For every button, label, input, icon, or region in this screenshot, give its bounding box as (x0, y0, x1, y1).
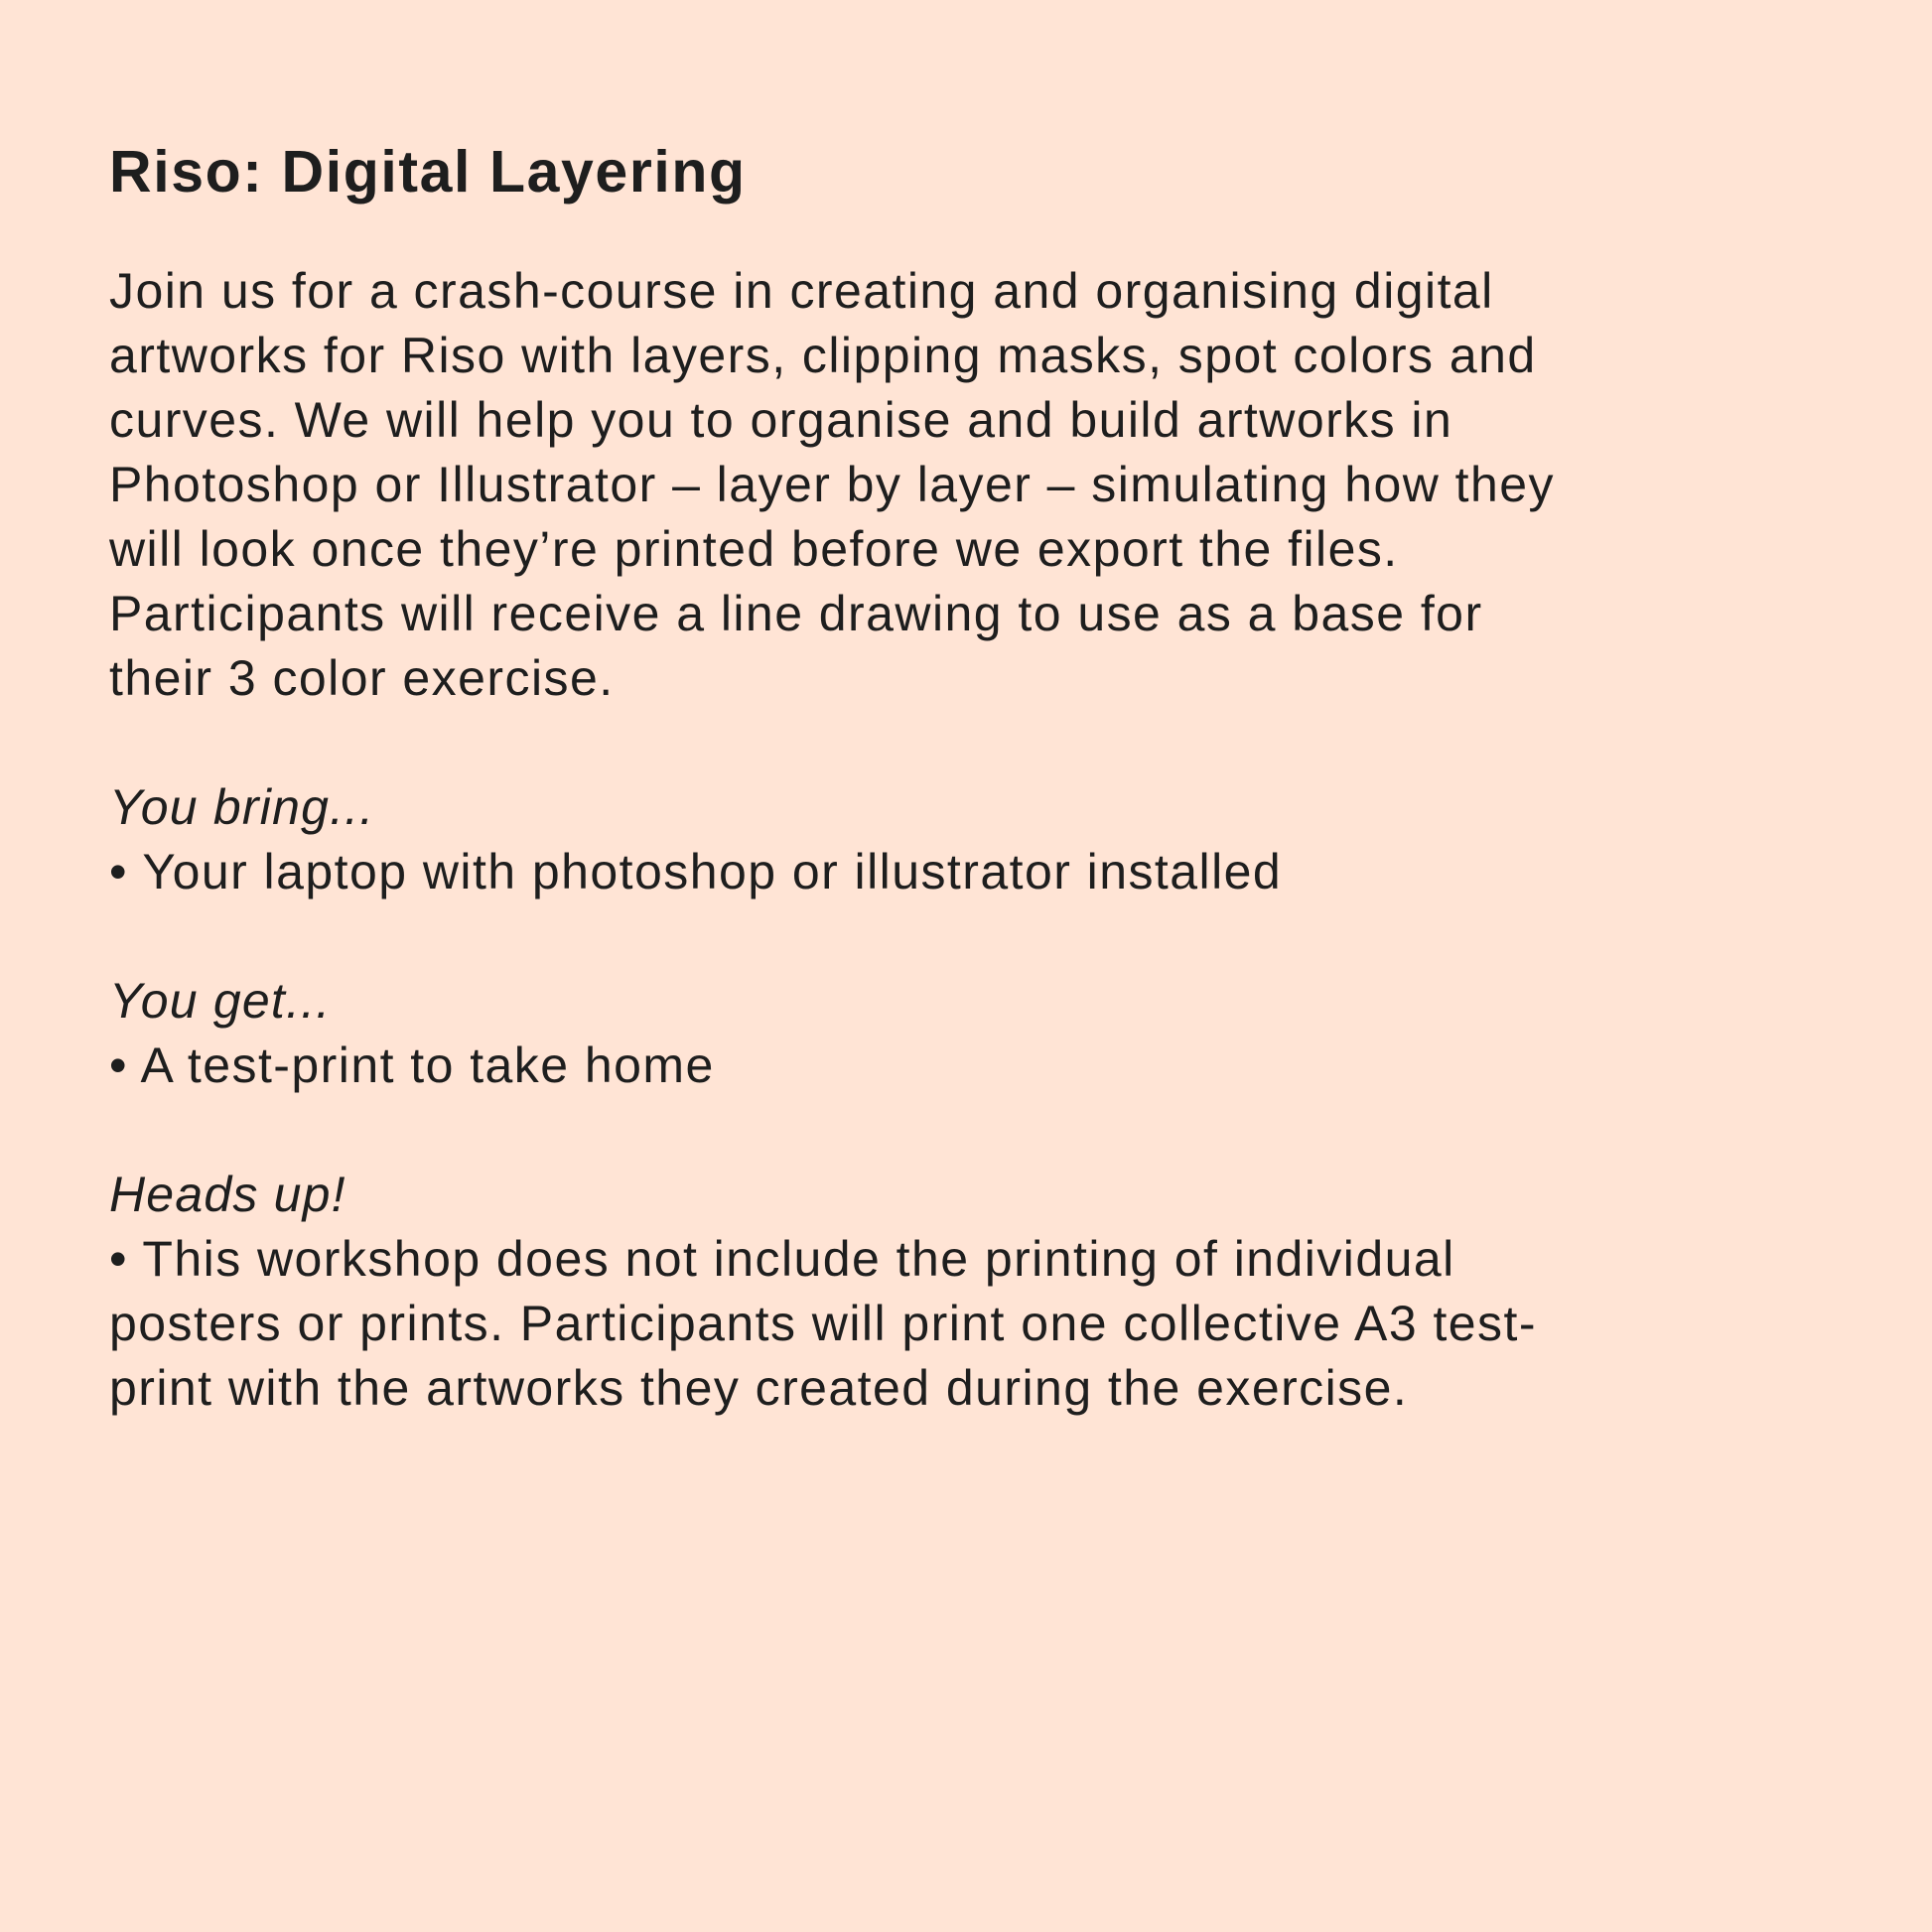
list-item-line: • A test-print to take home (109, 1037, 715, 1093)
intro-line: Participants will receive a line drawing to use as a base for (109, 586, 1483, 641)
you-get-heading: You get... (109, 973, 332, 1029)
list-item-line: • This workshop does not include the printing of individual (109, 1231, 1455, 1287)
heads-up-heading: Heads up! (109, 1167, 346, 1222)
intro-line: artworks for Riso with layers, clipping masks, spot colors and (109, 328, 1537, 383)
you-get-list (109, 1034, 1932, 1098)
list-item-line: posters or prints. Participants will print one collective A3 test- (109, 1296, 1537, 1351)
you-get-section (109, 969, 1932, 1098)
heads-up-section (109, 1163, 1932, 1421)
intro-line: will look once they’re printed before we export the files. (109, 521, 1399, 577)
intro-line: Join us for a crash-course in creating and organising digital (109, 263, 1494, 319)
list-item (109, 840, 1932, 904)
list-item (109, 1034, 1932, 1098)
intro-line: their 3 color exercise. (109, 650, 615, 706)
intro-line: curves. We will help you to organise and build artworks in (109, 392, 1453, 448)
list-item (109, 1227, 1932, 1421)
you-bring-section (109, 775, 1932, 904)
list-item-line: • Your laptop with photoshop or illustrator installed (109, 844, 1283, 899)
heads-up-list (109, 1227, 1932, 1421)
intro-paragraph (109, 259, 1932, 711)
you-bring-heading: You bring... (109, 779, 375, 835)
you-bring-list (109, 840, 1932, 904)
intro-line: Photoshop or Illustrator – layer by layer – simulating how they (109, 457, 1555, 512)
page-title: Riso: Digital Layering (109, 139, 747, 205)
list-item-line: print with the artworks they created during the exercise. (109, 1360, 1409, 1416)
